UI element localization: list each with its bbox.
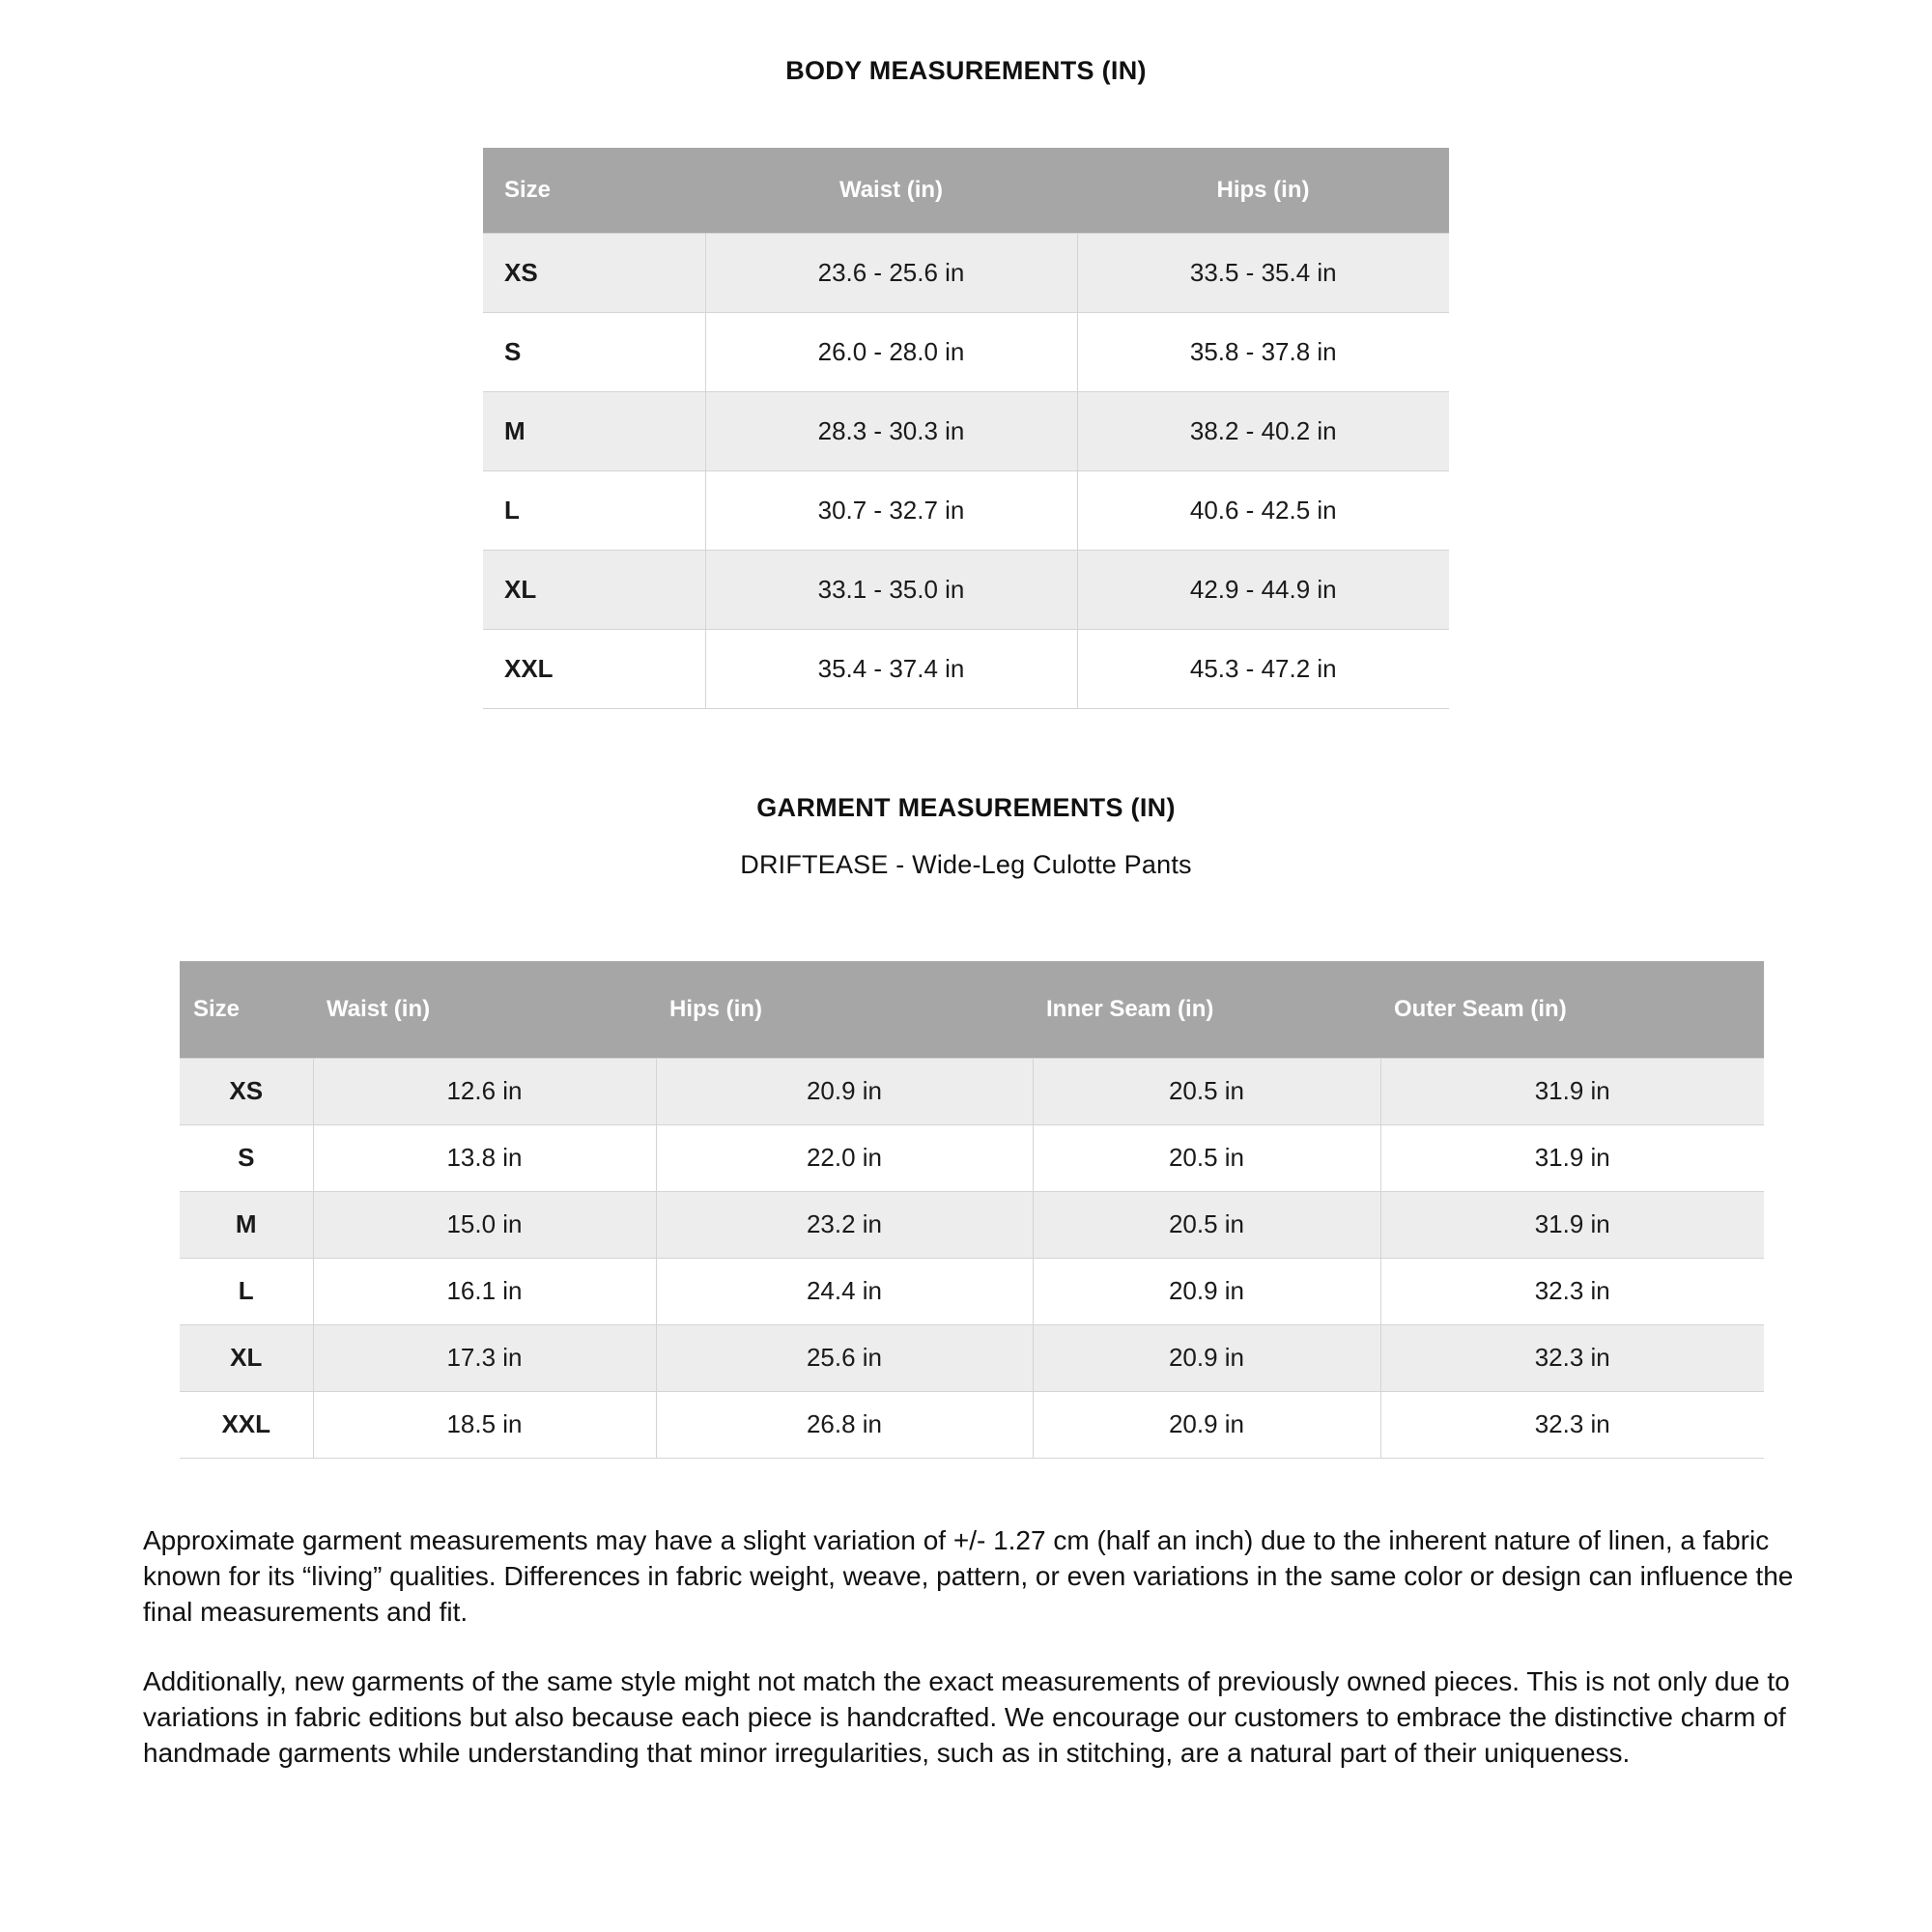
body-cell-waist: 23.6 - 25.6 in [705,233,1077,312]
garment-cell-hips: 20.9 in [656,1058,1033,1124]
garment-product-subtitle: DRIFTEASE - Wide-Leg Culotte Pants [740,850,1192,879]
garment-cell-hips: 23.2 in [656,1191,1033,1258]
garment-table-head [180,961,1764,1058]
body-measurements-title: BODY MEASUREMENTS (IN) [785,56,1147,85]
table-row [180,1058,1764,1124]
garment-cell-waist: 16.1 in [313,1258,656,1324]
table-row [483,629,1449,708]
body-cell-waist: 30.7 - 32.7 in [705,470,1077,550]
body-cell-size: L [483,470,705,550]
body-cell-size: XL [483,550,705,629]
garment-header-waist: Waist (in) [313,961,656,1058]
notes-paragraph-1: Approximate garment measurements may have a slight variation of +/- 1.27 cm (half an inch) due to the inherent nature of linen, a fabric known for its “living” qualities. Differences in fabric weight, weave, pattern, or even variations in the same color or design can influence the final measurements and fit. [143,1525,1794,1628]
body-cell-hips: 42.9 - 44.9 in [1077,550,1449,629]
body-table-head [483,148,1449,233]
body-header-waist: Waist (in) [705,148,1077,233]
garment-cell-size: L [180,1258,313,1324]
table-row [483,312,1449,391]
garment-cell-size: M [180,1191,313,1258]
body-table-body [483,233,1449,708]
body-header-hips: Hips (in) [1077,148,1449,233]
garment-cell-hips: 22.0 in [656,1124,1033,1191]
table-row [180,1191,1764,1258]
garment-measurements-table [180,961,1764,1459]
table-row [483,391,1449,470]
garment-table-header-row [180,961,1764,1058]
table-row [483,233,1449,312]
garment-cell-inner-seam: 20.9 in [1033,1258,1380,1324]
table-row [180,1391,1764,1458]
body-measurements-table [483,148,1449,709]
body-cell-hips: 33.5 - 35.4 in [1077,233,1449,312]
garment-cell-inner-seam: 20.5 in [1033,1191,1380,1258]
table-row [483,550,1449,629]
garment-cell-size: XL [180,1324,313,1391]
body-cell-hips: 40.6 - 42.5 in [1077,470,1449,550]
garment-header-inner-seam: Inner Seam (in) [1033,961,1380,1058]
body-cell-waist: 26.0 - 28.0 in [705,312,1077,391]
body-cell-size: S [483,312,705,391]
garment-cell-outer-seam: 31.9 in [1380,1124,1764,1191]
garment-cell-inner-seam: 20.5 in [1033,1058,1380,1124]
body-cell-hips: 35.8 - 37.8 in [1077,312,1449,391]
garment-cell-inner-seam: 20.5 in [1033,1124,1380,1191]
garment-cell-waist: 17.3 in [313,1324,656,1391]
garment-cell-outer-seam: 31.9 in [1380,1058,1764,1124]
garment-cell-size: S [180,1124,313,1191]
garment-cell-outer-seam: 32.3 in [1380,1324,1764,1391]
body-cell-waist: 35.4 - 37.4 in [705,629,1077,708]
body-cell-hips: 38.2 - 40.2 in [1077,391,1449,470]
garment-cell-waist: 12.6 in [313,1058,656,1124]
body-table-header-row [483,148,1449,233]
garment-measurements-title: GARMENT MEASUREMENTS (IN) [756,793,1176,822]
garment-table-body [180,1058,1764,1458]
garment-cell-outer-seam: 31.9 in [1380,1191,1764,1258]
table-row [180,1258,1764,1324]
garment-cell-inner-seam: 20.9 in [1033,1391,1380,1458]
garment-cell-hips: 26.8 in [656,1391,1033,1458]
body-cell-size: XXL [483,629,705,708]
body-cell-hips: 45.3 - 47.2 in [1077,629,1449,708]
body-header-size: Size [483,148,705,233]
garment-cell-outer-seam: 32.3 in [1380,1258,1764,1324]
body-cell-waist: 28.3 - 30.3 in [705,391,1077,470]
body-cell-size: XS [483,233,705,312]
body-cell-size: M [483,391,705,470]
garment-cell-waist: 18.5 in [313,1391,656,1458]
garment-cell-outer-seam: 32.3 in [1380,1391,1764,1458]
garment-header-hips: Hips (in) [656,961,1033,1058]
table-row [483,470,1449,550]
garment-cell-size: XXL [180,1391,313,1458]
garment-cell-waist: 13.8 in [313,1124,656,1191]
garment-header-size: Size [180,961,313,1058]
table-row [180,1124,1764,1191]
garment-cell-hips: 24.4 in [656,1258,1033,1324]
table-row [180,1324,1764,1391]
garment-cell-inner-seam: 20.9 in [1033,1324,1380,1391]
garment-cell-size: XS [180,1058,313,1124]
measurement-notes [143,1522,1799,1771]
garment-header-outer-seam: Outer Seam (in) [1380,961,1764,1058]
garment-cell-waist: 15.0 in [313,1191,656,1258]
notes-paragraph-2: Additionally, new garments of the same style might not match the exact measurements of previously owned pieces. This is not only due to variations in fabric editions but also because each piece is handcrafted. We encourage our customers to embrace the distinctive charm of handmade garments while understanding that minor irregularities, such as in stitching, are a natural part of their uniqueness. [143,1665,1790,1769]
garment-cell-hips: 25.6 in [656,1324,1033,1391]
body-cell-waist: 33.1 - 35.0 in [705,550,1077,629]
